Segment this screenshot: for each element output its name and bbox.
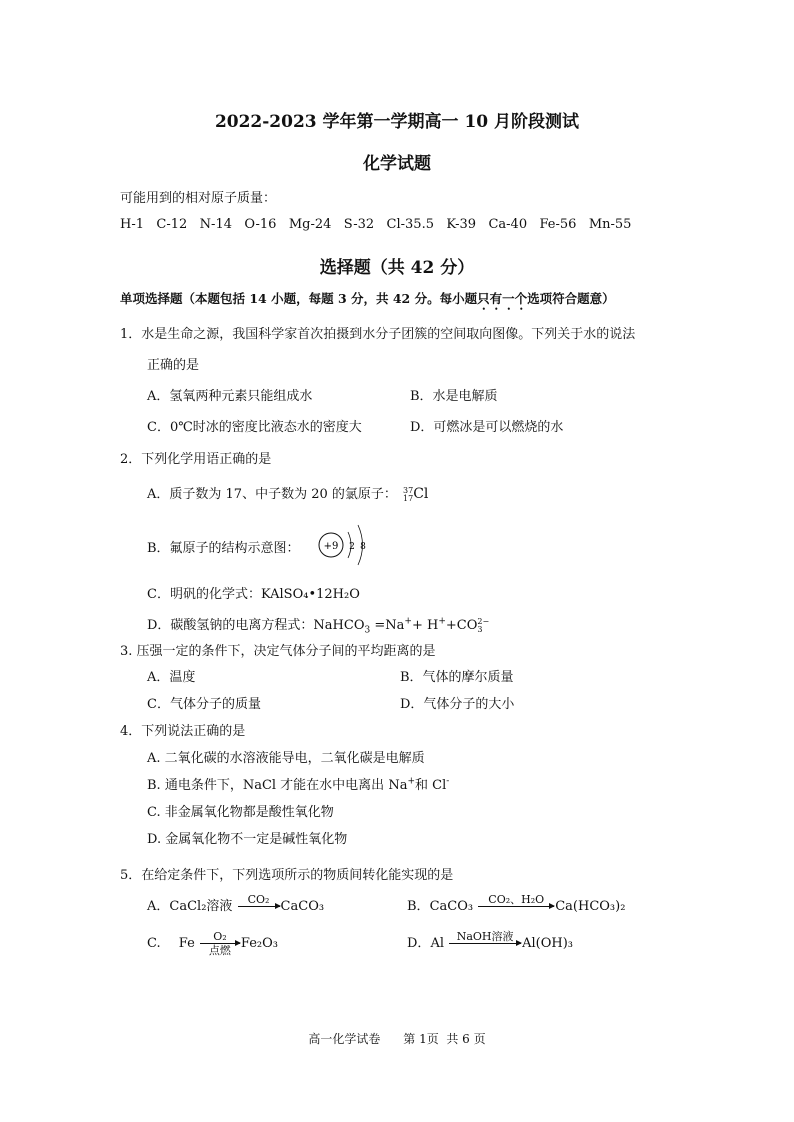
- page-subtitle: 化学试题: [363, 154, 431, 174]
- q2-d-mid: =Na: [370, 618, 405, 633]
- q5-d-product: Al(OH)₃: [522, 936, 574, 951]
- q5-b-product: Ca(HCO₃)₂: [555, 899, 626, 914]
- nucleus-charge: +9: [323, 541, 339, 552]
- q5-c-label: C.: [147, 936, 161, 951]
- q4-stem: 4．下列说法正确的是: [120, 724, 246, 739]
- q5-option-c: [147, 930, 278, 957]
- page-title: 2022-2023 学年第一学期高一 10 月阶段测试: [214, 112, 580, 132]
- arrow-line: [238, 906, 280, 907]
- q2-stem: 2．下列化学用语正确的是: [120, 452, 272, 467]
- q5-b-arrow-above: CO₂、H₂O: [488, 893, 545, 906]
- q4-option-b: [147, 774, 449, 793]
- q5-d-label: D．: [407, 936, 431, 951]
- q2-d-sub3: 3: [364, 625, 371, 636]
- q1-stem-line2: 正确的是: [147, 358, 200, 373]
- q1-option-b: B．水是电解质: [410, 389, 498, 404]
- arrow-line: [200, 943, 240, 944]
- q5-stem: 5．在给定条件下，下列选项所示的物质间转化能实现的是: [120, 868, 454, 883]
- carbonate-subscript: 3: [477, 624, 483, 634]
- q5-d-arrow-above: NaOH溶液: [456, 930, 514, 943]
- q5-a-arrow-above: CO₂: [247, 893, 270, 906]
- q5-option-b: [407, 893, 625, 920]
- q5-c-product: Fe₂O₃: [240, 936, 279, 951]
- q2-d-mid2: + H: [411, 618, 439, 633]
- q5-d-reactant: Al: [430, 936, 444, 951]
- q3-option-b: B．气体的摩尔质量: [400, 670, 514, 685]
- q2-option-b-text: B．氟原子的结构示意图：: [147, 541, 300, 556]
- arrow-line: [449, 943, 521, 944]
- q3-option-c: C．气体分子的质量: [147, 697, 261, 712]
- nuclide-numbers: [403, 487, 413, 503]
- q5-c-arrow-above: O₂: [213, 930, 227, 943]
- atomic-mass-label: 可能用到的相对原子质量：: [120, 191, 277, 206]
- q1-option-a: A．氢氧两种元素只能组成水: [147, 389, 313, 404]
- section-title: 选择题（共 42 分）: [319, 258, 475, 278]
- q1-stem-line1: 1．水是生命之源，我国科学家首次拍摄到水分子团簇的空间取向图像。下列关于水的说法: [120, 327, 636, 342]
- q5-b-arrow: [478, 893, 554, 920]
- carbonate-indices: [477, 618, 489, 634]
- arrow-line: [478, 906, 554, 907]
- q5-c-reactant: Fe: [178, 936, 195, 951]
- q5-b-reactant: CaCO₃: [429, 899, 474, 914]
- q2-option-a-text: A．质子数为 17、中子数为 20 的氯原子：: [147, 487, 397, 502]
- q2-option-a: [147, 483, 428, 503]
- q3-option-d: D．气体分子的大小: [400, 697, 515, 712]
- instruction-post: 选项符合题意）: [527, 291, 615, 306]
- q2-d-plus2: +: [438, 616, 446, 627]
- q5-d-arrow: [449, 930, 521, 957]
- carbonate-charge: 2−: [477, 616, 490, 626]
- q2-d-pre: D．碳酸氢钠的电离方程式：NaHCO: [147, 618, 365, 633]
- section-instruction: [120, 289, 615, 313]
- atomic-mass-values: H-1 C-12 N-14 O-16 Mg-24 S-32 Cl-35.5 K-39 Ca-40 Fe-56 Mn-55: [120, 217, 632, 232]
- q3-option-a: A．温度: [147, 670, 196, 685]
- q5-a-arrow: [238, 893, 280, 920]
- q5-c-arrow: [200, 930, 240, 957]
- shell-1-electrons: 2: [349, 542, 355, 552]
- q4-option-d: D. 金属氧化物不一定是碱性氧化物: [147, 832, 348, 847]
- q2-option-d: [147, 614, 489, 636]
- nuclide-atomic-number: 17: [403, 493, 414, 503]
- instruction-pre: 单项选择题（本题包括 14 小题，每题 3 分，共 42 分。每小题: [120, 291, 478, 306]
- nuclide-symbol: Cl: [413, 486, 429, 502]
- fluorine-atom-structure-diagram: [312, 522, 372, 568]
- q5-a-reactant: CaCl₂溶液: [169, 899, 233, 914]
- q4-option-a: A. 二氧化碳的水溶液能导电，二氧化碳是电解质: [147, 751, 425, 766]
- page-footer: 高一化学试卷 第 1页 共 6 页: [308, 1032, 486, 1046]
- q4-b-mid: 和 Cl: [415, 778, 447, 793]
- q5-b-label: B．: [407, 899, 430, 914]
- q4-b-sup2: -: [446, 776, 450, 787]
- q5-option-d: [407, 930, 573, 957]
- q4-option-c: C. 非金属氧化物都是酸性氧化物: [147, 805, 334, 820]
- q2-option-c: C．明矾的化学式：KAlSO₄•12H₂O: [147, 587, 360, 602]
- shell-2-electrons: 8: [360, 542, 366, 552]
- q5-option-a: [147, 893, 324, 920]
- q1-option-d: D．可燃冰是可以燃烧的水: [410, 420, 564, 435]
- q3-stem: 3. 压强一定的条件下，决定气体分子间的平均距离的是: [120, 644, 436, 659]
- q4-b-sup1: +: [407, 776, 415, 787]
- q4-b-pre: B. 通电条件下，NaCl 才能在水中电离出 Na: [147, 778, 408, 793]
- instruction-emphasis: 只有一个: [477, 291, 528, 306]
- nuclide-mass-number: 37: [403, 485, 414, 495]
- q1-option-c: C．0℃时冰的密度比液态水的密度大: [147, 420, 362, 435]
- q2-d-plus1: +: [404, 616, 412, 627]
- q5-a-product: CaCO₃: [280, 899, 325, 914]
- q5-a-label: A．: [147, 899, 170, 914]
- q5-c-arrow-below: 点燃: [208, 944, 231, 957]
- q2-d-mid3: +CO: [445, 618, 478, 633]
